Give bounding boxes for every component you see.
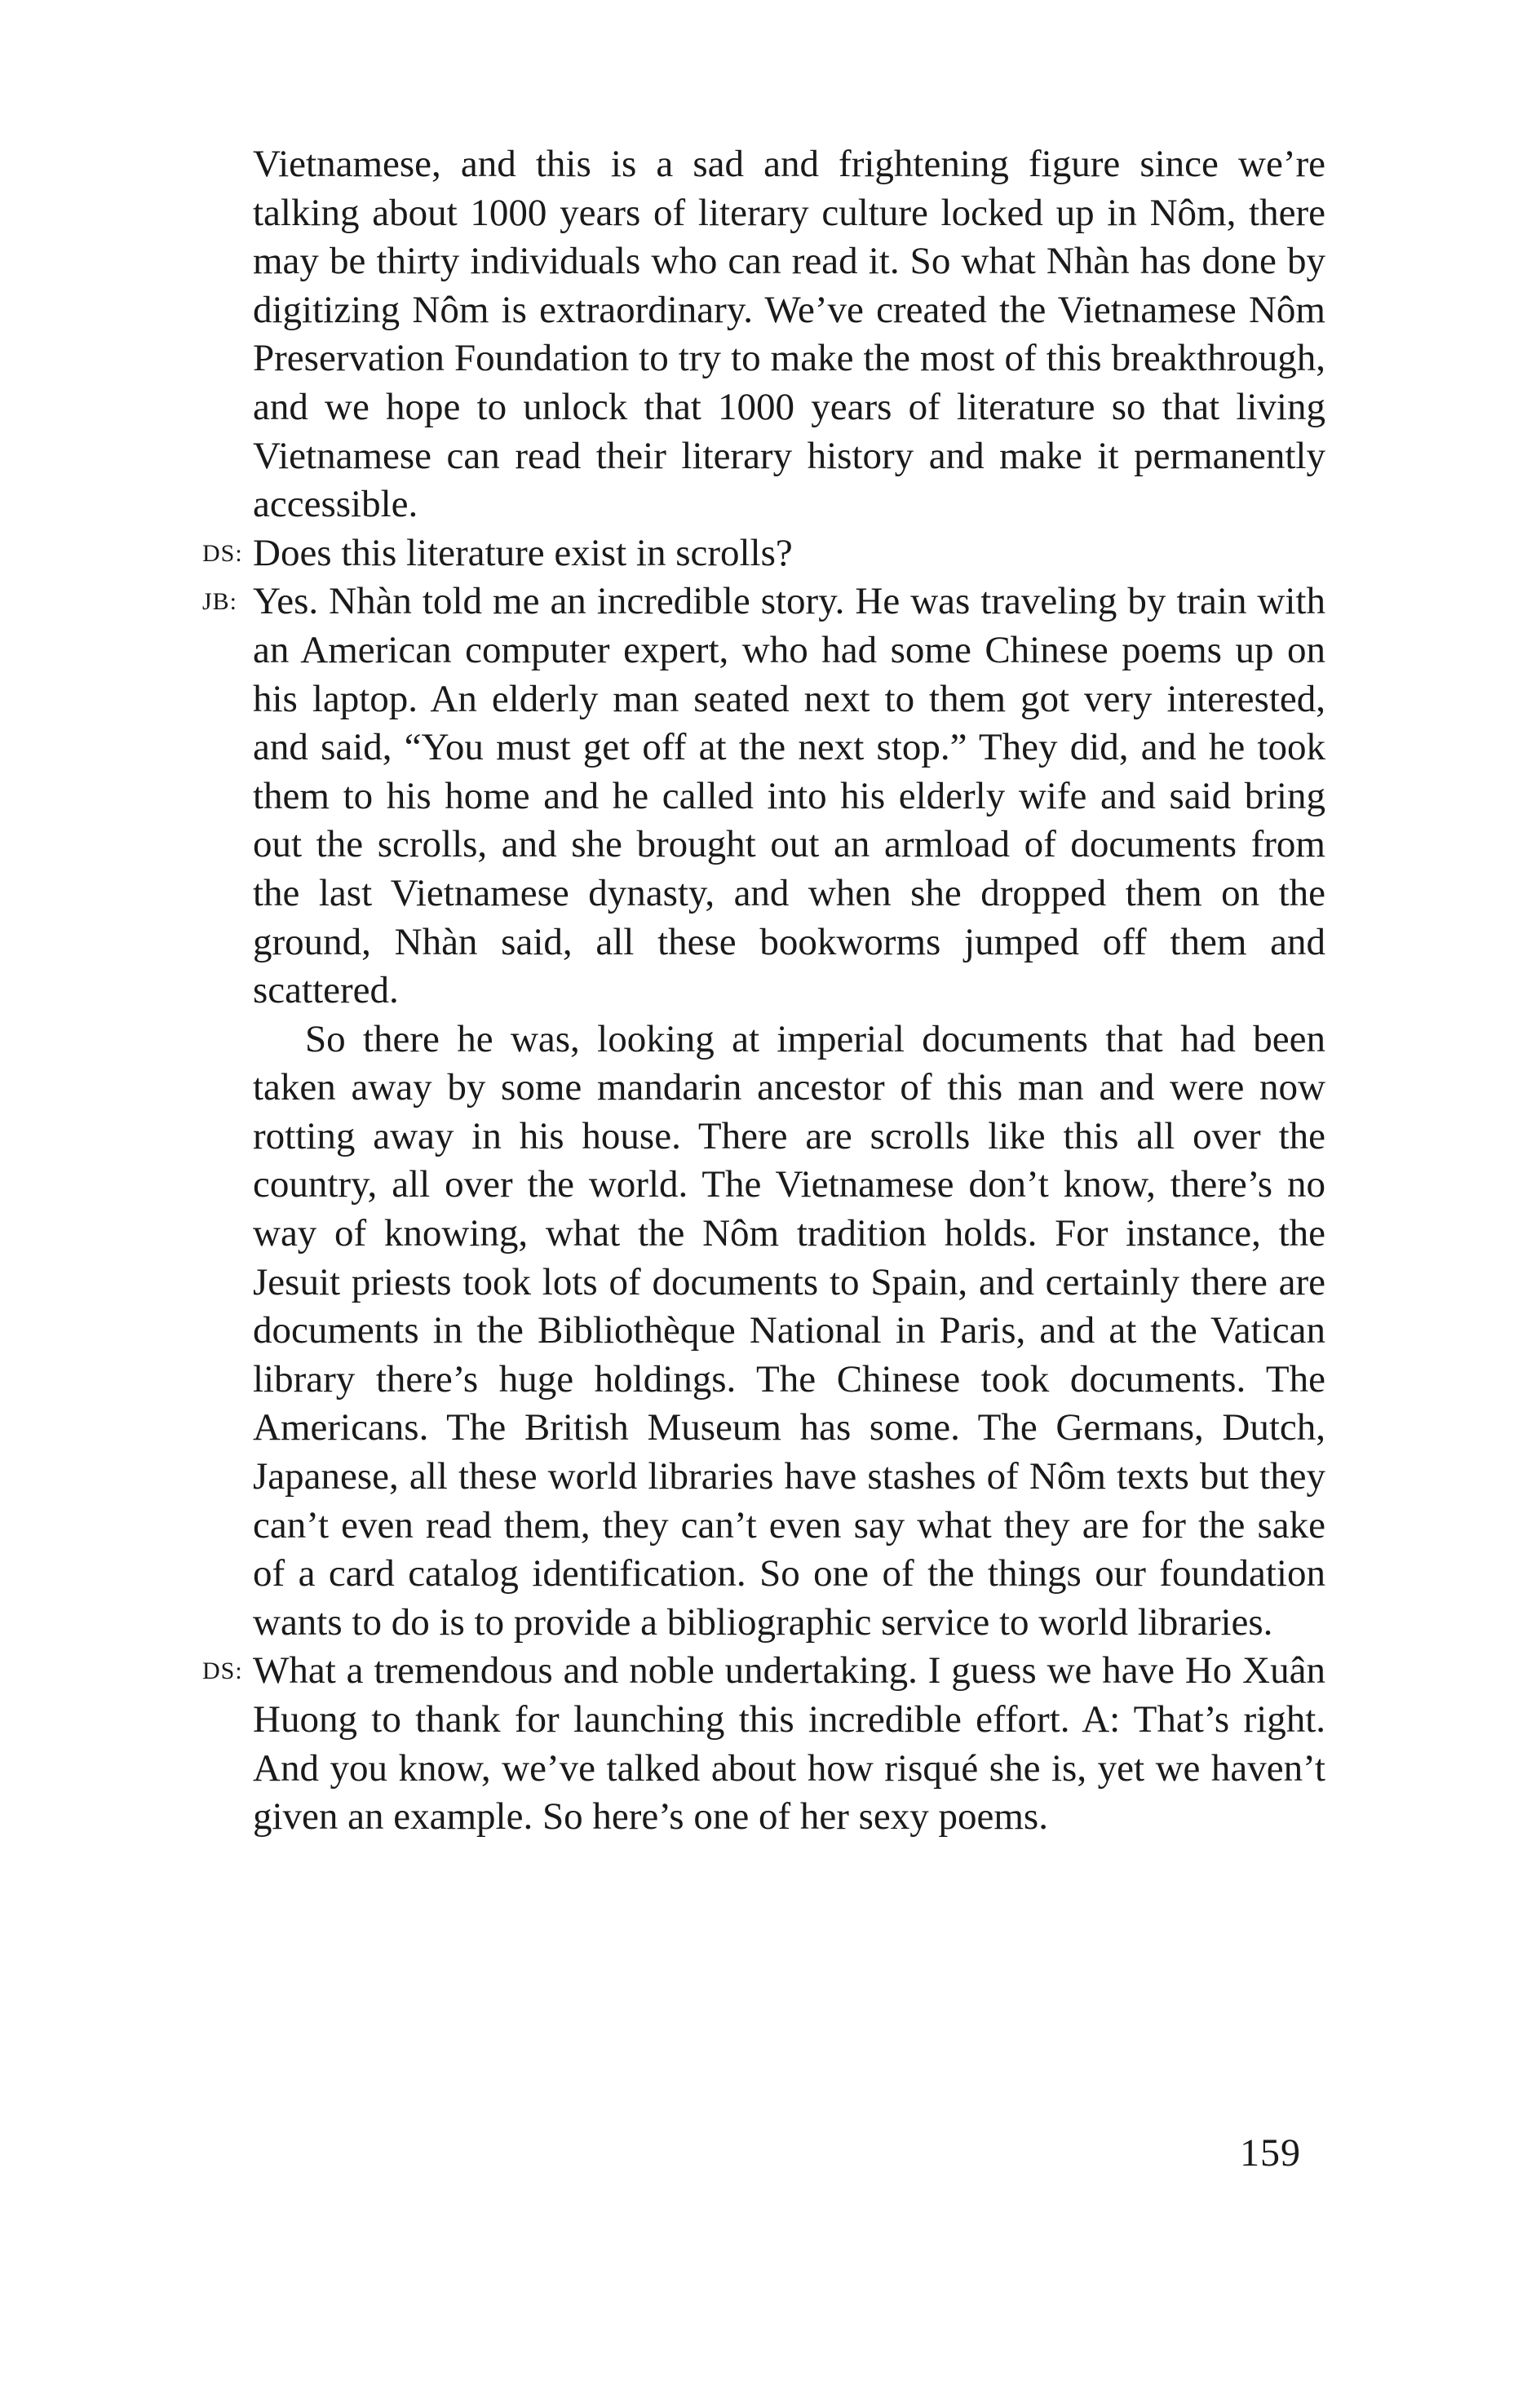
body-text [202,140,1325,1842]
dialogue-jb-answer [202,577,1325,1015]
dialogue-text: Does this literature exist in scrolls? [253,531,793,574]
dialogue-ds-question [202,529,1325,578]
dialogue-text: What a tremendous and noble undertaking. I guess we have Ho Xuân Huong to thank for launching this incredible effort. A: That’s right. And you know, we’ve talked about how risqué she is, yet we haven’t given an example. So here’s one of her sexy poems. [253,1649,1325,1839]
dialogue-text: Yes. Nhàn told me an incredible story. He was traveling by train with an American computer expert, who had some Chinese poems up on his laptop. An elderly man seated next to them got very interested, and said, “You must get off at the next stop.” They did, and he took them to his home and he called into his elderly wife and said bring out the scrolls, and she brought out an armload of documents from the last Vietnamese dynasty, and when she dropped them on the ground, Nhàn said, all these bookworms jumped off them and scattered. [253,580,1325,1012]
dialogue-ds-remark [202,1647,1325,1841]
page-number: 159 [1240,2131,1301,2175]
paragraph-indented: So there he was, looking at imperial documents that had been taken away by some mandarin ancestor of this man and were now rotting away in his house. There are scrolls like this all over the country, all over the world. The Vietnamese don’t know, there’s no way of knowing, what the Nôm tradition holds. For instance, the Jesuit priests took lots of documents to Spain, and certainly there are documents in the Bibliothèque National in Paris, and at the Vatican library there’s huge holdings. The Chinese took documents. The Americans. The British Museum has some. The Germans, Dutch, Japanese, all these world libraries have stashes of Nôm texts but they can’t even read them, they can’t even say what they are for the sake of a card catalog identification. So one of the things our foundation wants to do is to provide a bibliographic service to world libraries. [253,1017,1325,1644]
speaker-label: JB: [202,588,238,616]
speaker-label: DS: [202,539,243,567]
paragraph-continuation: Vietnamese, and this is a sad and frightening figure since we’re talking about 1000 years of literary culture locked up in Nôm, there may be thirty individuals who can read it. So what Nhàn has done by digitizing Nôm is extraordinary. We’ve created the Vietnamese Nôm Preservation Foundation to try to make the most of this breakthrough, and we hope to unlock that 1000 years of literature so that living Vietnamese can read their literary history and make it permanently accessible. [253,143,1325,526]
speaker-label: DS: [202,1657,243,1685]
